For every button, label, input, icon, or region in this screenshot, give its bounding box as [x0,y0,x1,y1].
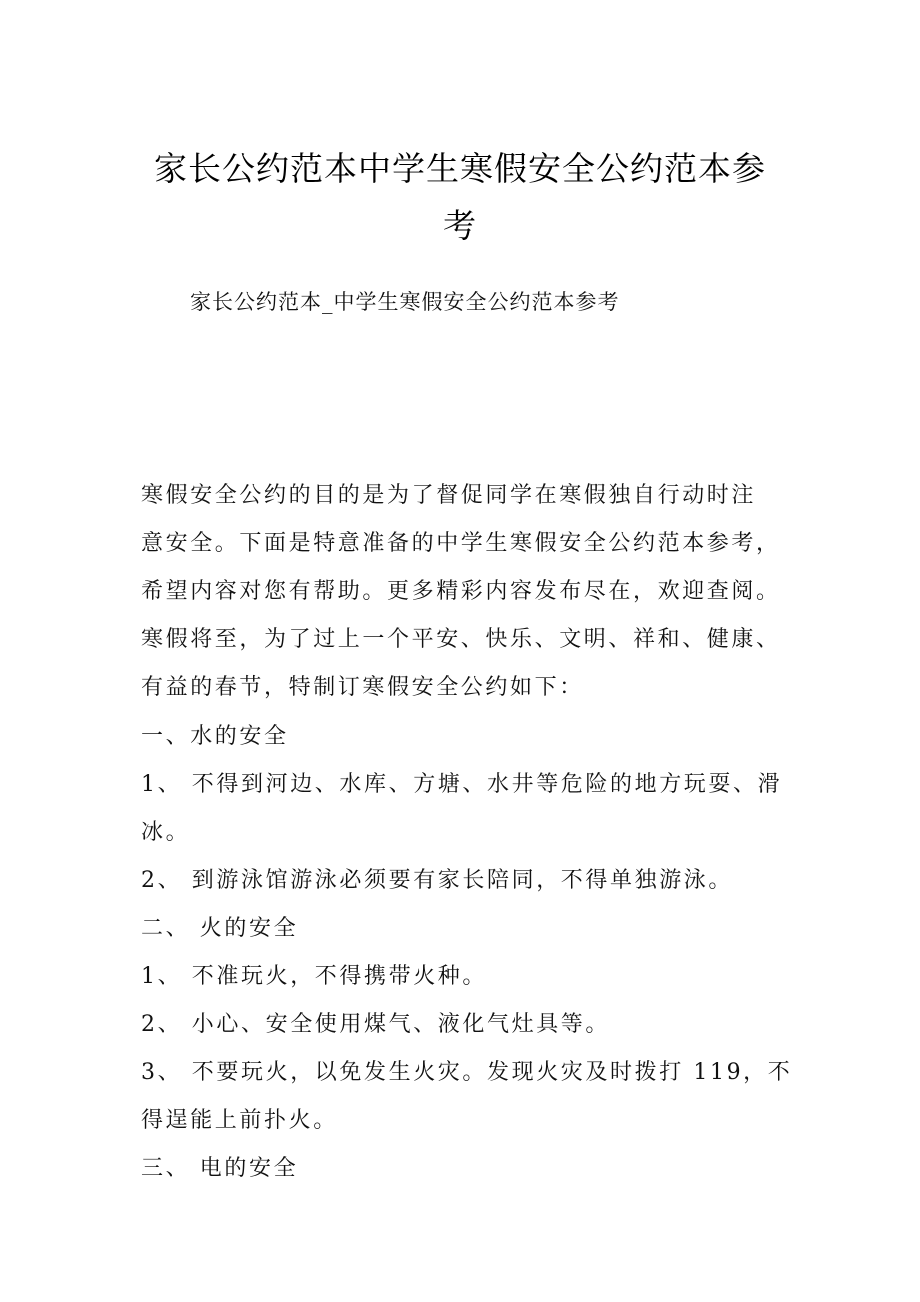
section-heading-fire: 二、 火的安全 [141,916,299,941]
body-line-intro-5: 有益的春节，特制订寒假安全公约如下： [141,675,584,700]
document-subtitle: 家长公约范本_中学生寒假安全公约范本参考 [190,290,620,314]
list-item-water-2: 2、 到游泳馆游泳必须要有家长陪同，不得单独游泳。 [141,868,733,893]
body-line-intro-4: 寒假将至，为了过上一个平安、快乐、文明、祥和、健康、 [141,627,781,652]
list-item-fire-3-cont: 得逞能上前扑火。 [141,1108,338,1133]
list-item-fire-3: 3、 不要玩火，以免发生火灾。发现火灾及时拨打 119，不 [141,1060,793,1085]
section-heading-water: 一、水的安全 [141,724,289,749]
document-title-line-1: 家长公约范本中学生寒假安全公约范本参 [154,149,766,188]
list-item-fire-2: 2、 小心、安全使用煤气、液化气灶具等。 [141,1012,610,1037]
body-line-intro-3: 希望内容对您有帮助。更多精彩内容发布尽在，欢迎查阅。 [141,579,781,604]
document-title-line-2: 考 [443,206,477,245]
body-line-intro-1: 寒假安全公约的目的是为了督促同学在寒假独自行动时注 [141,483,757,508]
list-item-fire-1: 1、 不准玩火，不得携带火种。 [141,964,487,989]
list-item-water-1-cont: 冰。 [141,820,191,845]
list-item-water-1: 1、 不得到河边、水库、方塘、水井等危险的地方玩耍、滑 [141,772,783,797]
body-line-intro-2: 意安全。下面是特意准备的中学生寒假安全公约范本参考， [141,531,781,556]
section-heading-electricity: 三、 电的安全 [141,1156,299,1181]
